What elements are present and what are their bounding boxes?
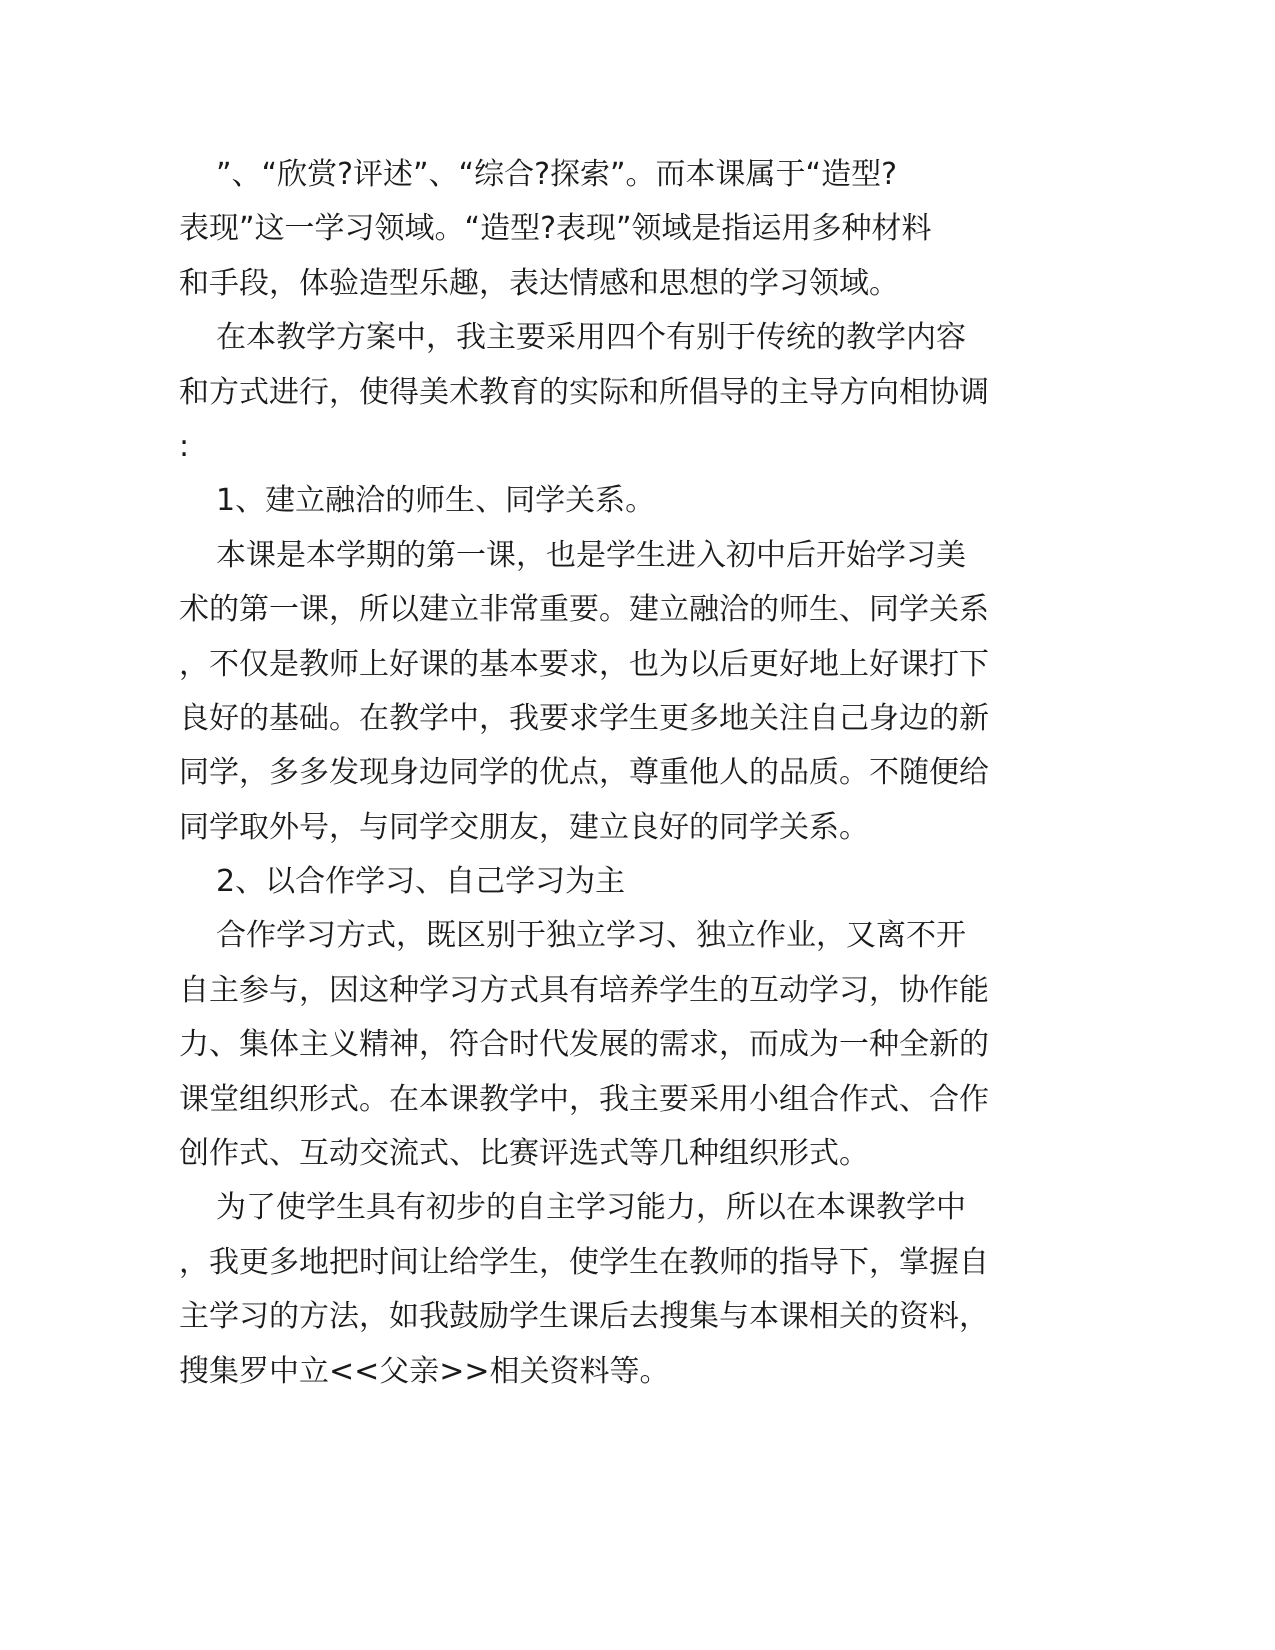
text-line: : (179, 428, 190, 464)
text-line: 2、以合作学习、自己学习为主 (216, 864, 626, 900)
text-line: ，不仅是教师上好课的基本要求，也为以后更好地上好课打下 (179, 646, 989, 682)
body-text (179, 148, 1079, 1399)
text-line: ”、“欣赏?评述”、“综合?探索”。而本课属于“造型? (216, 157, 898, 192)
text-line: 在本教学方案中，我主要采用四个有别于传统的教学内容 (216, 320, 966, 356)
text-line: 为了使学生具有初步的自主学习能力，所以在本课教学中 (216, 1190, 966, 1226)
text-line: 良好的基础。在教学中，我要求学生更多地关注自己身边的新 (179, 700, 989, 736)
text-line: 主学习的方法，如我鼓励学生课后去搜集与本课相关的资料， (179, 1299, 989, 1335)
text-line: 本课是本学期的第一课，也是学生进入初中后开始学习美 (216, 537, 966, 573)
text-line: 搜集罗中立<<父亲>>相关资料等。 (179, 1353, 670, 1389)
text-line: 表现”这一学习领域。“造型?表现”领域是指运用多种材料 (179, 211, 932, 247)
text-line: 力、集体主义精神，符合时代发展的需求，而成为一种全新的 (179, 1027, 989, 1063)
text-line: 和手段，体验造型乐趣，表达情感和思想的学习领域。 (179, 265, 899, 301)
text-line: 同学，多多发现身边同学的优点，尊重他人的品质。不随便给 (179, 755, 989, 791)
text-line: 和方式进行，使得美术教育的实际和所倡导的主导方向相协调 (179, 374, 989, 410)
text-line: 同学取外号，与同学交朋友，建立良好的同学关系。 (179, 809, 869, 845)
text-line: 1、建立融洽的师生、同学关系。 (216, 483, 656, 519)
text-line: 课堂组织形式。在本课教学中，我主要采用小组合作式、合作 (179, 1081, 989, 1117)
text-line: 创作式、互动交流式、比赛评选式等几种组织形式。 (179, 1136, 869, 1172)
text-line: 合作学习方式，既区别于独立学习、独立作业，又离不开 (216, 918, 966, 954)
text-line: ，我更多地把时间让给学生，使学生在教师的指导下，掌握自 (179, 1244, 989, 1280)
text-line: 术的第一课，所以建立非常重要。建立融洽的师生、同学关系 (179, 592, 989, 628)
text-line: 自主参与，因这种学习方式具有培养学生的互动学习，协作能 (179, 972, 989, 1008)
